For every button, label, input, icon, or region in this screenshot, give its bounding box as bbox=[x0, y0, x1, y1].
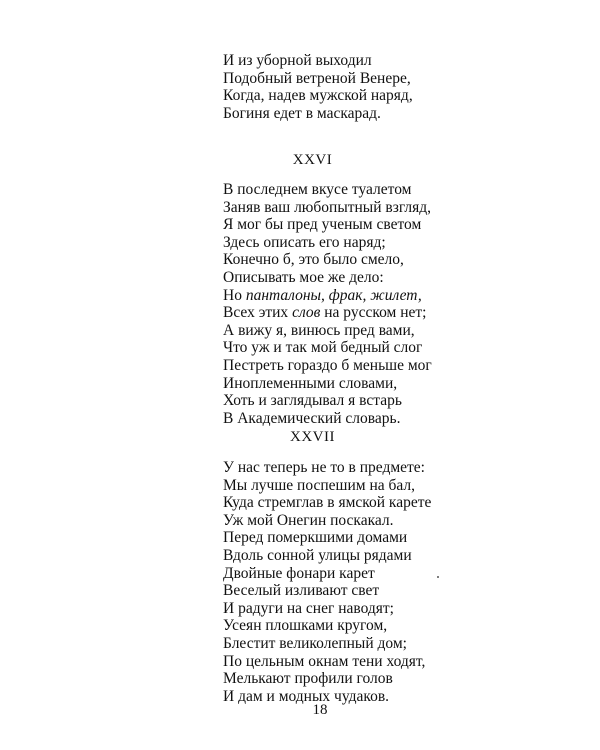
stanza-heading-27: XXVII bbox=[290, 429, 335, 445]
verse-line: Веселый изливают свет bbox=[223, 582, 380, 600]
stanza-continuation bbox=[223, 52, 413, 122]
verse-line: Уж мой Онегин поскакал. bbox=[223, 511, 394, 529]
verse-line: Перед померкшими домами bbox=[223, 529, 408, 547]
stanza-heading-26: XXVI bbox=[292, 152, 333, 168]
verse-line: Куда стремглав в ямской карете bbox=[223, 494, 432, 512]
verse-line: Блестит великолепный дом; bbox=[223, 634, 407, 652]
verse-text: Всех этих bbox=[223, 304, 293, 322]
verse-line: Подобный ветреной Венере, bbox=[223, 69, 411, 87]
verse-line: Здесь описать его наряд; bbox=[223, 233, 386, 251]
verse-line: Что уж и так мой бедный слог bbox=[223, 339, 423, 357]
verse-line: Иноплеменными словами, bbox=[223, 374, 398, 392]
verse-line: И дам и модных чудаков. bbox=[223, 687, 390, 705]
stanza-27 bbox=[223, 459, 431, 705]
verse-line: У нас теперь не то в предмете: bbox=[223, 459, 425, 476]
verse-line: По цельным окнам тени ходят, bbox=[223, 652, 426, 670]
verse-line: В Академический словарь. bbox=[223, 409, 401, 427]
italic-words: панталоны, фрак, жилет, bbox=[245, 286, 422, 304]
verse-line: Вдоль сонной улицы рядами bbox=[223, 546, 412, 564]
verse-line: В последнем вкусе туалетом bbox=[223, 181, 412, 198]
verse-line: Мы лучше поспешим на бал, bbox=[223, 476, 416, 494]
verse-line-with-italic bbox=[223, 287, 432, 305]
verse-line: Хоть и заглядывал я встарь bbox=[223, 392, 402, 410]
page-number: 18 bbox=[312, 702, 328, 718]
stanza-26 bbox=[223, 181, 432, 427]
verse-line: Описывать мое же дело: bbox=[223, 268, 384, 286]
verse-line: И радуги на снег наводят; bbox=[223, 599, 394, 617]
verse-line-with-italic bbox=[223, 304, 432, 322]
print-speck bbox=[437, 576, 439, 578]
verse-line: Богиня едет в маскарад. bbox=[223, 104, 381, 122]
verse-line: Пестреть гораздо б меньше мог bbox=[223, 356, 432, 374]
verse-line: И из уборной выходил bbox=[223, 52, 372, 69]
verse-line: Я мог бы пред ученым светом bbox=[223, 216, 422, 234]
italic-word: слов bbox=[292, 304, 321, 322]
verse-line: Заняв ваш любопытный взгляд, bbox=[223, 198, 432, 216]
verse-line: Усеян плошками кругом, bbox=[223, 617, 388, 635]
verse-line: Двойные фонари карет bbox=[223, 564, 375, 582]
verse-text: на русском нет; bbox=[320, 304, 427, 322]
verse-text: Но bbox=[223, 286, 246, 304]
verse-line: А вижу я, винюсь пред вами, bbox=[223, 321, 415, 339]
verse-line: Когда, надев мужской наряд, bbox=[223, 87, 413, 105]
verse-line: Мелькают профили голов bbox=[223, 670, 393, 688]
verse-line: Конечно б, это было смело, bbox=[223, 251, 404, 269]
